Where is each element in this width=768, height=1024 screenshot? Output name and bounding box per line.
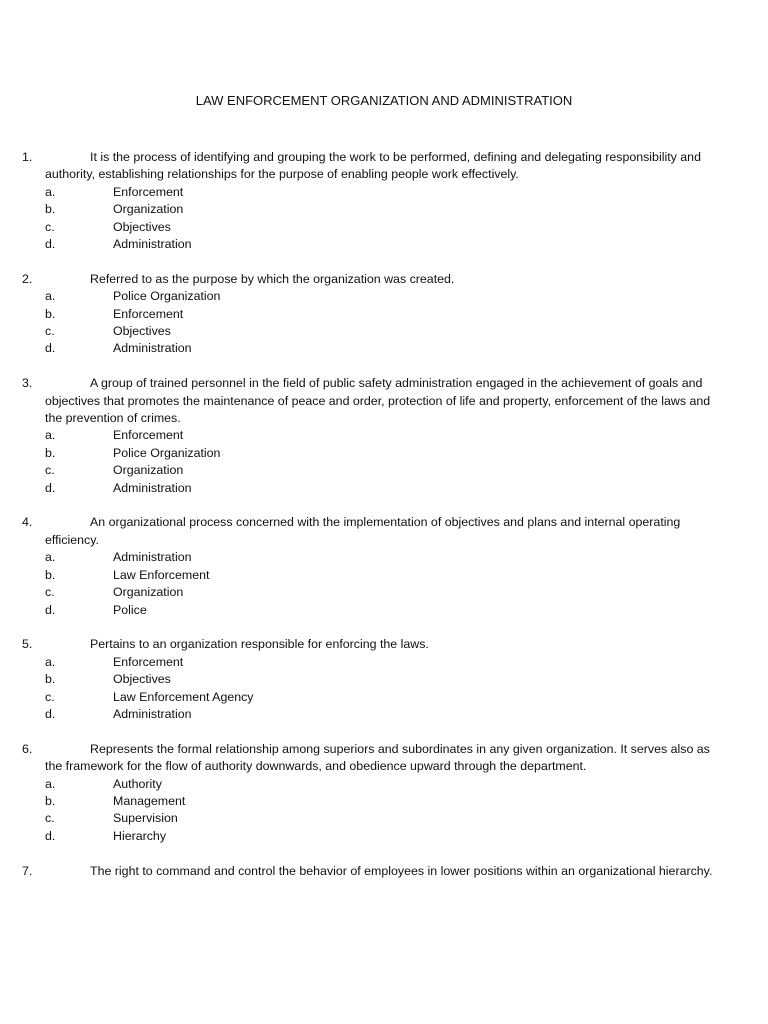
choice-text: Administration — [113, 550, 192, 565]
question-item — [22, 514, 722, 618]
choice-text: Administration — [113, 480, 192, 495]
answer-choice — [45, 201, 722, 218]
question-text: Represents the formal relationship among superiors and subordinates in any given organization. It serves also as the framework for the flow of authority downwards, and obedience upward through the department. — [45, 741, 710, 774]
question-stem — [22, 863, 722, 880]
choice-letter: b. — [45, 793, 56, 808]
choice-letter: b. — [45, 202, 56, 217]
answer-choice — [45, 236, 722, 253]
choice-text: Authority — [113, 776, 162, 791]
choice-letter: c. — [45, 811, 55, 826]
answer-choice — [45, 828, 722, 845]
choice-letter: a. — [45, 184, 56, 199]
question-text: Pertains to an organization responsible for enforcing the laws. — [90, 637, 429, 652]
choice-letter: d. — [45, 341, 56, 356]
question-number: 7. — [22, 863, 33, 878]
answer-choice — [45, 793, 722, 810]
choice-text: Enforcement — [113, 654, 184, 669]
question-number: 2. — [22, 271, 33, 286]
answer-choice — [45, 671, 722, 688]
question-stem — [22, 149, 722, 184]
choice-text: Organization — [113, 463, 184, 478]
question-number: 6. — [22, 741, 33, 756]
answer-choice — [45, 306, 722, 323]
question-number: 4. — [22, 515, 33, 530]
choice-text: Objectives — [113, 219, 171, 234]
answer-choice — [45, 462, 722, 479]
choice-letter: c. — [45, 585, 55, 600]
choice-letter: c. — [45, 689, 55, 704]
answer-choice — [45, 584, 722, 601]
choice-text: Enforcement — [113, 428, 184, 443]
choice-text: Administration — [113, 341, 192, 356]
choice-letter: b. — [45, 445, 56, 460]
answer-choice — [45, 219, 722, 236]
choice-text: Management — [113, 793, 186, 808]
question-stem — [22, 271, 722, 288]
choice-letter: d. — [45, 706, 56, 721]
choice-letter: c. — [45, 219, 55, 234]
answer-choice — [45, 288, 722, 305]
answer-choice — [45, 445, 722, 462]
document-title: LAW ENFORCEMENT ORGANIZATION AND ADMINISTRATION — [195, 93, 573, 108]
choice-text: Objectives — [113, 324, 171, 339]
choice-text: Hierarchy — [113, 828, 167, 843]
choice-letter: b. — [45, 567, 56, 582]
answer-choice — [45, 810, 722, 827]
answer-choice — [45, 706, 722, 723]
answer-choice — [45, 340, 722, 357]
answer-choice — [45, 184, 722, 201]
choice-text: Administration — [113, 706, 192, 721]
question-list — [22, 149, 722, 897]
choice-text: Enforcement — [113, 184, 184, 199]
choice-letter: b. — [45, 306, 56, 321]
choice-text: Organization — [113, 202, 184, 217]
answer-choice — [45, 427, 722, 444]
question-item — [22, 863, 722, 880]
choice-letter: a. — [45, 550, 56, 565]
choice-text: Law Enforcement Agency — [113, 689, 254, 704]
choice-letter: a. — [45, 289, 56, 304]
choice-text: Enforcement — [113, 306, 184, 321]
choice-letter: a. — [45, 776, 56, 791]
answer-choice — [45, 689, 722, 706]
answer-choice — [45, 567, 722, 584]
answer-choice — [45, 480, 722, 497]
question-number: 3. — [22, 376, 33, 391]
choice-text: Organization — [113, 585, 184, 600]
choice-text: Law Enforcement — [113, 567, 210, 582]
choice-letter: d. — [45, 480, 56, 495]
answer-choice — [45, 549, 722, 566]
choice-text: Police Organization — [113, 289, 221, 304]
choice-letter: a. — [45, 654, 56, 669]
choice-text: Objectives — [113, 672, 171, 687]
choice-text: Administration — [113, 237, 192, 252]
choice-letter: d. — [45, 828, 56, 843]
choice-letter: b. — [45, 672, 56, 687]
choice-text: Supervision — [113, 811, 178, 826]
question-item — [22, 636, 722, 723]
question-text: An organizational process concerned with the implementation of objectives and plans and internal operating efficiency. — [45, 515, 681, 547]
choice-letter: c. — [45, 324, 55, 339]
question-text: A group of trained personnel in the field of public safety administration engaged in the achievement of goals and objectives that promotes the maintenance of peace and order, protection of life and property, enforcement of the laws and the prevention of crimes. — [45, 376, 711, 426]
question-item — [22, 375, 722, 497]
question-stem — [22, 375, 722, 427]
question-text: It is the process of identifying and grouping the work to be performed, defining and delegating responsibility and authority, establishing relationships for the purpose of enabling people work effectively. — [45, 150, 701, 182]
question-text: The right to command and control the behavior of employees in lower positions within an organizational hierarchy. — [90, 863, 713, 878]
question-stem — [22, 514, 722, 549]
choice-text: Police Organization — [113, 445, 221, 460]
answer-choice — [45, 323, 722, 340]
choice-text: Police — [113, 602, 147, 617]
question-text: Referred to as the purpose by which the organization was created. — [90, 271, 455, 286]
answer-choice — [45, 654, 722, 671]
answer-choice — [45, 602, 722, 619]
choice-letter: d. — [45, 237, 56, 252]
question-number: 5. — [22, 637, 33, 652]
question-stem — [22, 636, 722, 653]
question-stem — [22, 741, 722, 776]
choice-letter: d. — [45, 602, 56, 617]
answer-choice — [45, 776, 722, 793]
question-item — [22, 741, 722, 845]
choice-letter: a. — [45, 428, 56, 443]
choice-letter: c. — [45, 463, 55, 478]
question-number: 1. — [22, 150, 33, 164]
question-item — [22, 149, 722, 253]
question-item — [22, 271, 722, 358]
